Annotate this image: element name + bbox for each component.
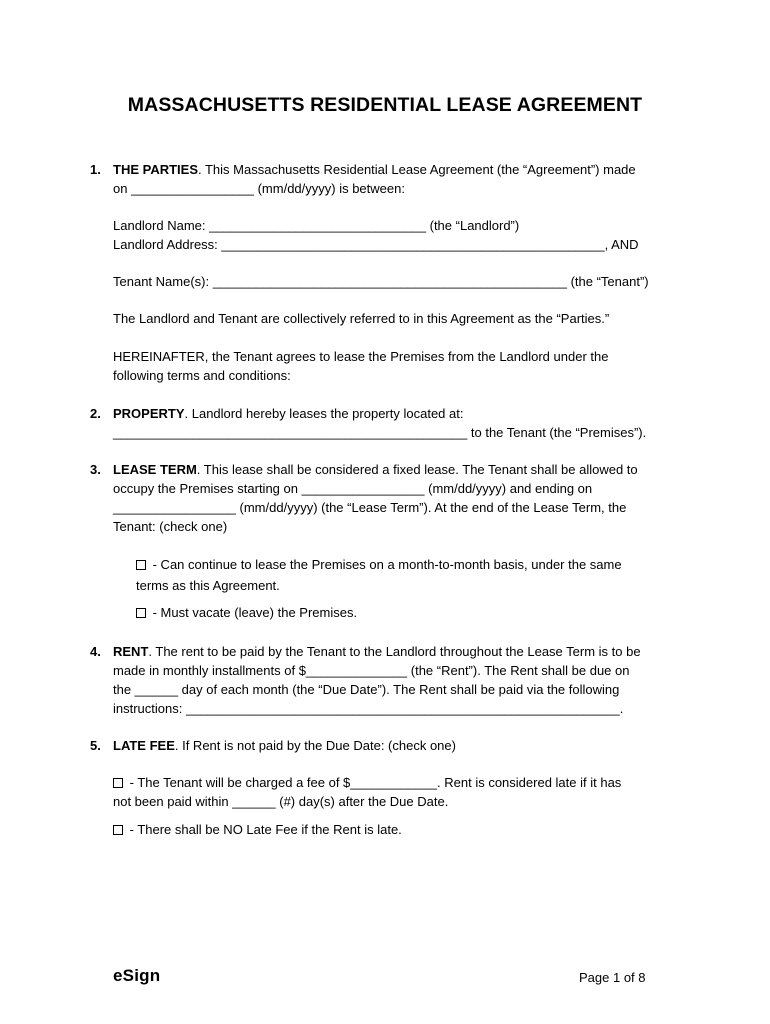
section-1-line-1 xyxy=(113,161,636,178)
section-number: 5. xyxy=(90,738,101,753)
option-month-to-month-cont: terms as this Agreement. xyxy=(136,578,280,593)
option-no-late-fee[interactable] xyxy=(113,821,402,838)
section-4-line-1 xyxy=(113,643,641,660)
agreement-date-line[interactable]: on _________________ (mm/dd/yyyy) is between: xyxy=(113,181,405,196)
section-2-text: . Landlord hereby leases the property located at: xyxy=(184,406,464,421)
parties-paragraph: The Landlord and Tenant are collectively referred to in this Agreement as the “Parties.” xyxy=(113,311,610,326)
section-number: 4. xyxy=(90,644,101,659)
lease-end-date-field[interactable]: _________________ (mm/dd/yyyy) (the “Lease Term”). At the end of the Lease Term, the xyxy=(113,500,627,515)
option-label: - Must vacate (leave) the Premises. xyxy=(149,605,358,620)
option-label: - Can continue to lease the Premises on a month-to-month basis, under the same xyxy=(149,557,622,572)
option-label: - The Tenant will be charged a fee of $____________. Rent is considered late if it has xyxy=(126,775,622,790)
section-heading-lease-term: LEASE TERM xyxy=(113,462,197,477)
checkbox[interactable] xyxy=(136,608,146,618)
hereinafter-line-1: HEREINAFTER, the Tenant agrees to lease the Premises from the Landlord under the xyxy=(113,349,609,364)
option-late-fee-charged-cont: not been paid within ______ (#) day(s) after the Due Date. xyxy=(113,794,449,809)
property-address-field[interactable]: _________________________________________________ to the Tenant (the “Premises”). xyxy=(113,425,647,440)
option-must-vacate[interactable] xyxy=(136,604,357,621)
checkbox[interactable] xyxy=(113,825,123,835)
section-heading-property: PROPERTY xyxy=(113,406,185,421)
rent-instructions-field[interactable]: instructions: ____________________________________________________________. xyxy=(113,701,624,716)
document-title: MASSACHUSETTS RESIDENTIAL LEASE AGREEMENT xyxy=(127,94,643,116)
checkbox[interactable] xyxy=(113,778,123,788)
section-5-text: . If Rent is not paid by the Due Date: (check one) xyxy=(174,738,456,753)
rent-amount-field[interactable]: made in monthly installments of $______________ (the “Rent”). The Rent shall be due on xyxy=(113,663,630,678)
page-number: Page 1 of 8 xyxy=(579,970,646,985)
section-heading-rent: RENT xyxy=(113,644,149,659)
checkbox[interactable] xyxy=(136,560,146,570)
option-late-fee-charged[interactable] xyxy=(113,774,621,791)
section-5-line-1 xyxy=(113,737,456,754)
esign-logo: eSign xyxy=(113,966,161,985)
tenant-names-field[interactable]: Tenant Name(s): _________________________________________________ (the “Tenant”) xyxy=(113,274,649,289)
landlord-name-field[interactable]: Landlord Name: ______________________________ (the “Landlord”) xyxy=(113,218,520,233)
landlord-address-field[interactable]: Landlord Address: _____________________________________________________, AND xyxy=(113,237,639,252)
section-heading-parties: THE PARTIES xyxy=(113,162,198,177)
rent-due-day-field[interactable]: the ______ day of each month (the “Due Date”). The Rent shall be paid via the following xyxy=(113,682,620,697)
option-label: - There shall be NO Late Fee if the Rent is late. xyxy=(126,822,402,837)
section-3-line-1 xyxy=(113,461,638,478)
hereinafter-line-2: following terms and conditions: xyxy=(113,368,291,383)
section-1-text: . This Massachusetts Residential Lease Agreement (the “Agreement”) made xyxy=(198,162,636,177)
section-heading-late-fee: LATE FEE xyxy=(113,738,175,753)
section-4-text: . The rent to be paid by the Tenant to the Landlord throughout the Lease Term is to be xyxy=(148,644,641,659)
section-3-text: . This lease shall be considered a fixed lease. The Tenant shall be allowed to xyxy=(196,462,638,477)
section-number: 2. xyxy=(90,406,101,421)
option-month-to-month[interactable] xyxy=(136,556,622,573)
section-number: 1. xyxy=(90,162,101,177)
section-number: 3. xyxy=(90,462,101,477)
lease-start-date-field[interactable]: occupy the Premises starting on _________________ (mm/dd/yyyy) and ending on xyxy=(113,481,593,496)
section-3-line-4: Tenant: (check one) xyxy=(113,519,228,534)
section-2-line-1 xyxy=(113,405,463,422)
